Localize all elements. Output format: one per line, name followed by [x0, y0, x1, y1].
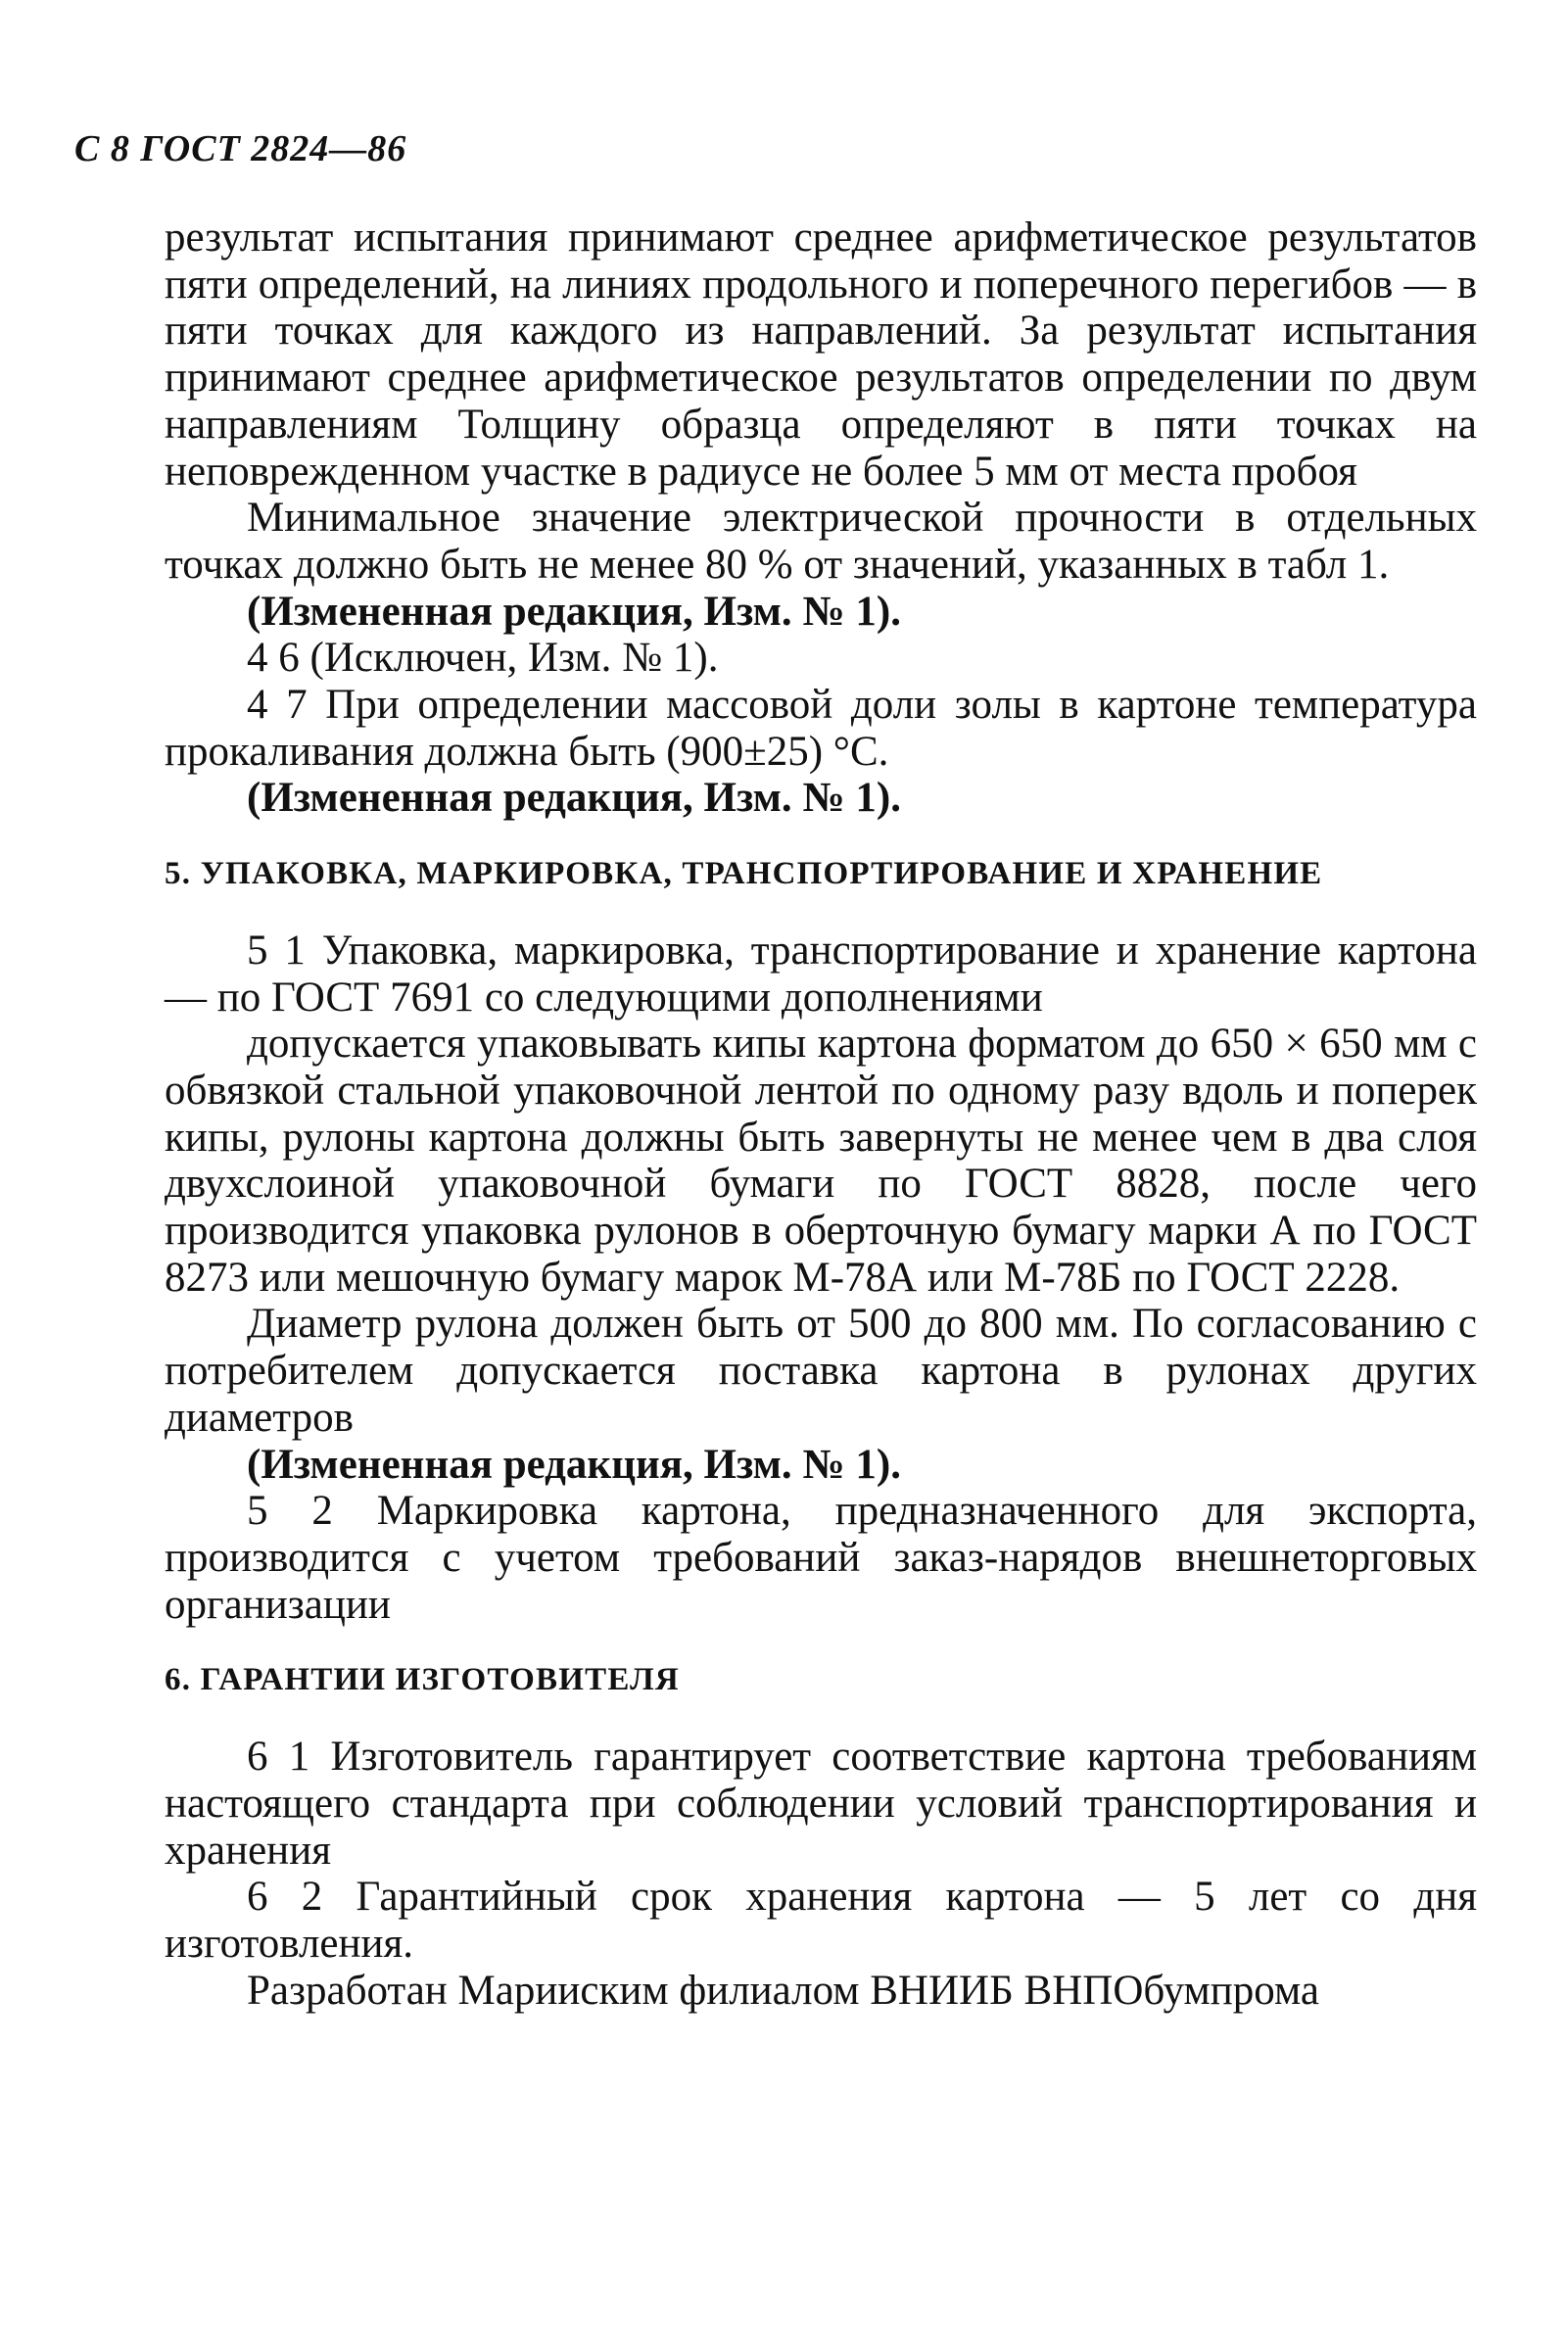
clause-6-2: 6 2 Гарантийный срок хранения картона — 5 лет со дня изготовления. — [165, 1874, 1477, 1967]
clause-6-1: 6 1 Изготовитель гарантирует соответствие картона требованиям настоящего стандарта при соблюдении условий транспортирования и хранения — [165, 1734, 1477, 1874]
clause-4-6: 4 6 (Исключен, Изм. № 1). — [247, 635, 719, 682]
clause-5-1: 5 1 Упаковка, маркировка, транспортирование и хранение картона — по ГОСТ 7691 со следующими дополнениями — [165, 927, 1477, 1021]
amendment-note: (Измененная редакция, Изм. № 1). — [247, 775, 901, 822]
document-body — [165, 214, 1477, 2014]
clause-4-7: 4 7 При определении массовой доли золы в картоне температура прокаливания должна быть (900±25) °С. — [165, 682, 1477, 775]
clause-5-2: 5 2 Маркировка картона, предназначенного для экспорта, производится с учетом требований заказ-нарядов внешнеторговых организации — [165, 1488, 1477, 1628]
paragraph: Минимальное значение электрической прочности в отдельных точках должно быть не менее 80 % от значений, указанных в табл 1. — [165, 495, 1477, 588]
amendment-note: (Измененная редакция, Изм. № 1). — [247, 588, 901, 635]
paragraph: Диаметр рулона должен быть от 500 до 800 мм. По согласованию с потребителем допускается поставка картона в рулонах других диаметров — [165, 1301, 1477, 1441]
developer-credit: Разработан Марииским филиалом ВНИИБ ВНПОбумпрома — [247, 1967, 1319, 2014]
paragraph: результат испытания принимают среднее арифметическое результатов пяти определений, на линиях продольного и поперечного перегибов — в пяти точках для каждого из направлений. За результат испытания принимают среднее арифметическое результатов определении по двум направлениям Толщину образца определяют в пяти точках на неповрежденном участке в радиусе не более 5 мм от места пробоя — [165, 214, 1477, 495]
amendment-note: (Измененная редакция, Изм. № 1). — [247, 1441, 901, 1488]
section-title-warranty: 6. ГАРАНТИИ ИЗГОТОВИТЕЛЯ — [165, 1662, 680, 1698]
section-title-packaging: 5. УПАКОВКА, МАРКИРОВКА, ТРАНСПОРТИРОВАНИЕ И ХРАНЕНИЕ — [165, 856, 1323, 892]
page-header: С 8 ГОСТ 2824—86 — [74, 128, 407, 169]
paragraph: допускается упаковывать кипы картона форматом до 650 × 650 мм с обвязкой стальной упаковочной лентой по одному разу вдоль и поперек кипы, рулоны картона должны быть завернуты не менее чем в два слоя двухслоиной упаковочной бумаги по ГОСТ 8828, после чего производится упаковка рулонов в оберточную бумагу марки А по ГОСТ 8273 или мешочную бумагу марок М-78А или М-78Б по ГОСТ 2228. — [165, 1021, 1477, 1301]
